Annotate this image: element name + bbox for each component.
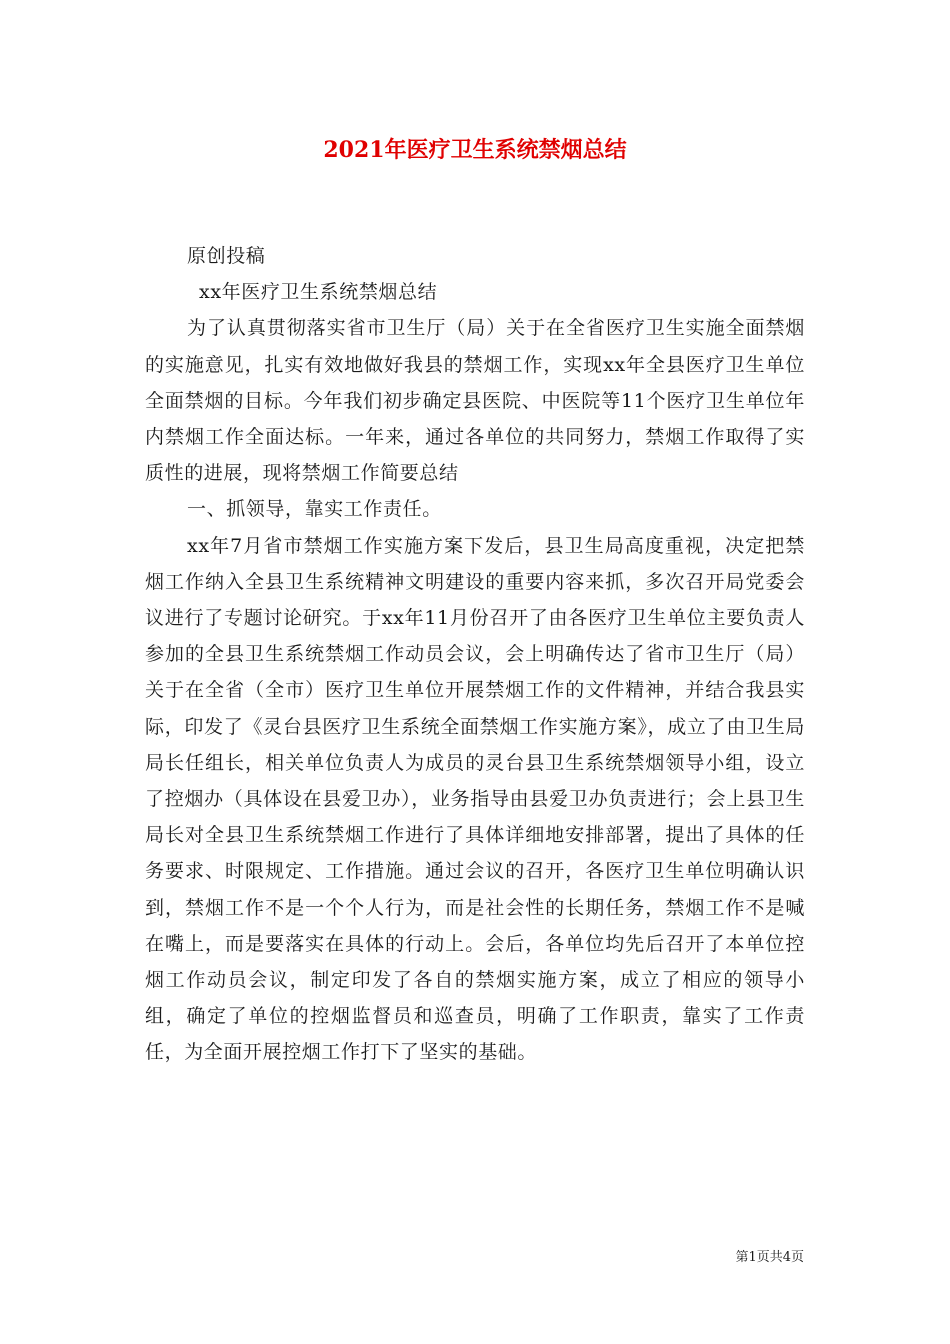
- paragraph-subtitle: xx年医疗卫生系统禁烟总结: [199, 281, 438, 304]
- page-number-footer: 第1页共4页: [735, 1250, 804, 1265]
- paragraph-section-body: xx年7月省市禁烟工作实施方案下发后，县卫生局高度重视，决定把禁烟工作纳入全县卫生系统精神文明建设的重要内容来抓，多次召开局党委会议进行了专题讨论研究。于xx年11月份召开了由各医疗卫生单位主要负责人参加的全县卫生系统禁烟工作动员会议，会上明确传达了省市卫生厅（局）关于在全省（全市）医疗卫生单位开展禁烟工作的文件精神，并结合我县实际，印发了《灵台县医疗卫生系统全面禁烟工作实施方案》，成立了由卫生局局长任组长，相关单位负责人为成员的灵台县卫生系统禁烟领导小组，设立了控烟办（具体设在县爱卫办），业务指导由县爱卫办负责进行；会上县卫生局长对全县卫生系统禁烟工作进行了具体详细地安排部署，提出了具体的任务要求、时限规定、工作措施。通过会议的召开，各医疗卫生单位明确认识到，禁烟工作不是一个个人行为，而是社会性的长期任务，禁烟工作不是喊在嘴上，而是要落实在具体的行动上。会后，各单位均先后召开了本单位控烟工作动员会议，制定印发了各自的禁烟实施方案，成立了相应的领导小组，确定了单位的控烟监督员和巡查员，明确了工作职责，靠实了工作责任，为全面开展控烟工作打下了坚实的基础。: [145, 534, 805, 1064]
- paragraph-intro: 为了认真贯彻落实省市卫生厅（局）关于在全省医疗卫生实施全面禁烟的实施意见，扎实有效地做好我县的禁烟工作，实现xx年全县医疗卫生单位全面禁烟的目标。今年我们初步确定县医院、中医院等11个医疗卫生单位年内禁烟工作全面达标。一年来，通过各单位的共同努力，禁烟工作取得了实质性的进展，现将禁烟工作简要总结: [145, 317, 805, 485]
- paragraph-section-heading: 一、抓领导，靠实工作责任。: [187, 498, 442, 521]
- paragraph-source-note: 原创投稿: [187, 245, 266, 267]
- document-body: [145, 238, 805, 1071]
- document-title: 2021年医疗卫生系统禁烟总结: [323, 137, 627, 163]
